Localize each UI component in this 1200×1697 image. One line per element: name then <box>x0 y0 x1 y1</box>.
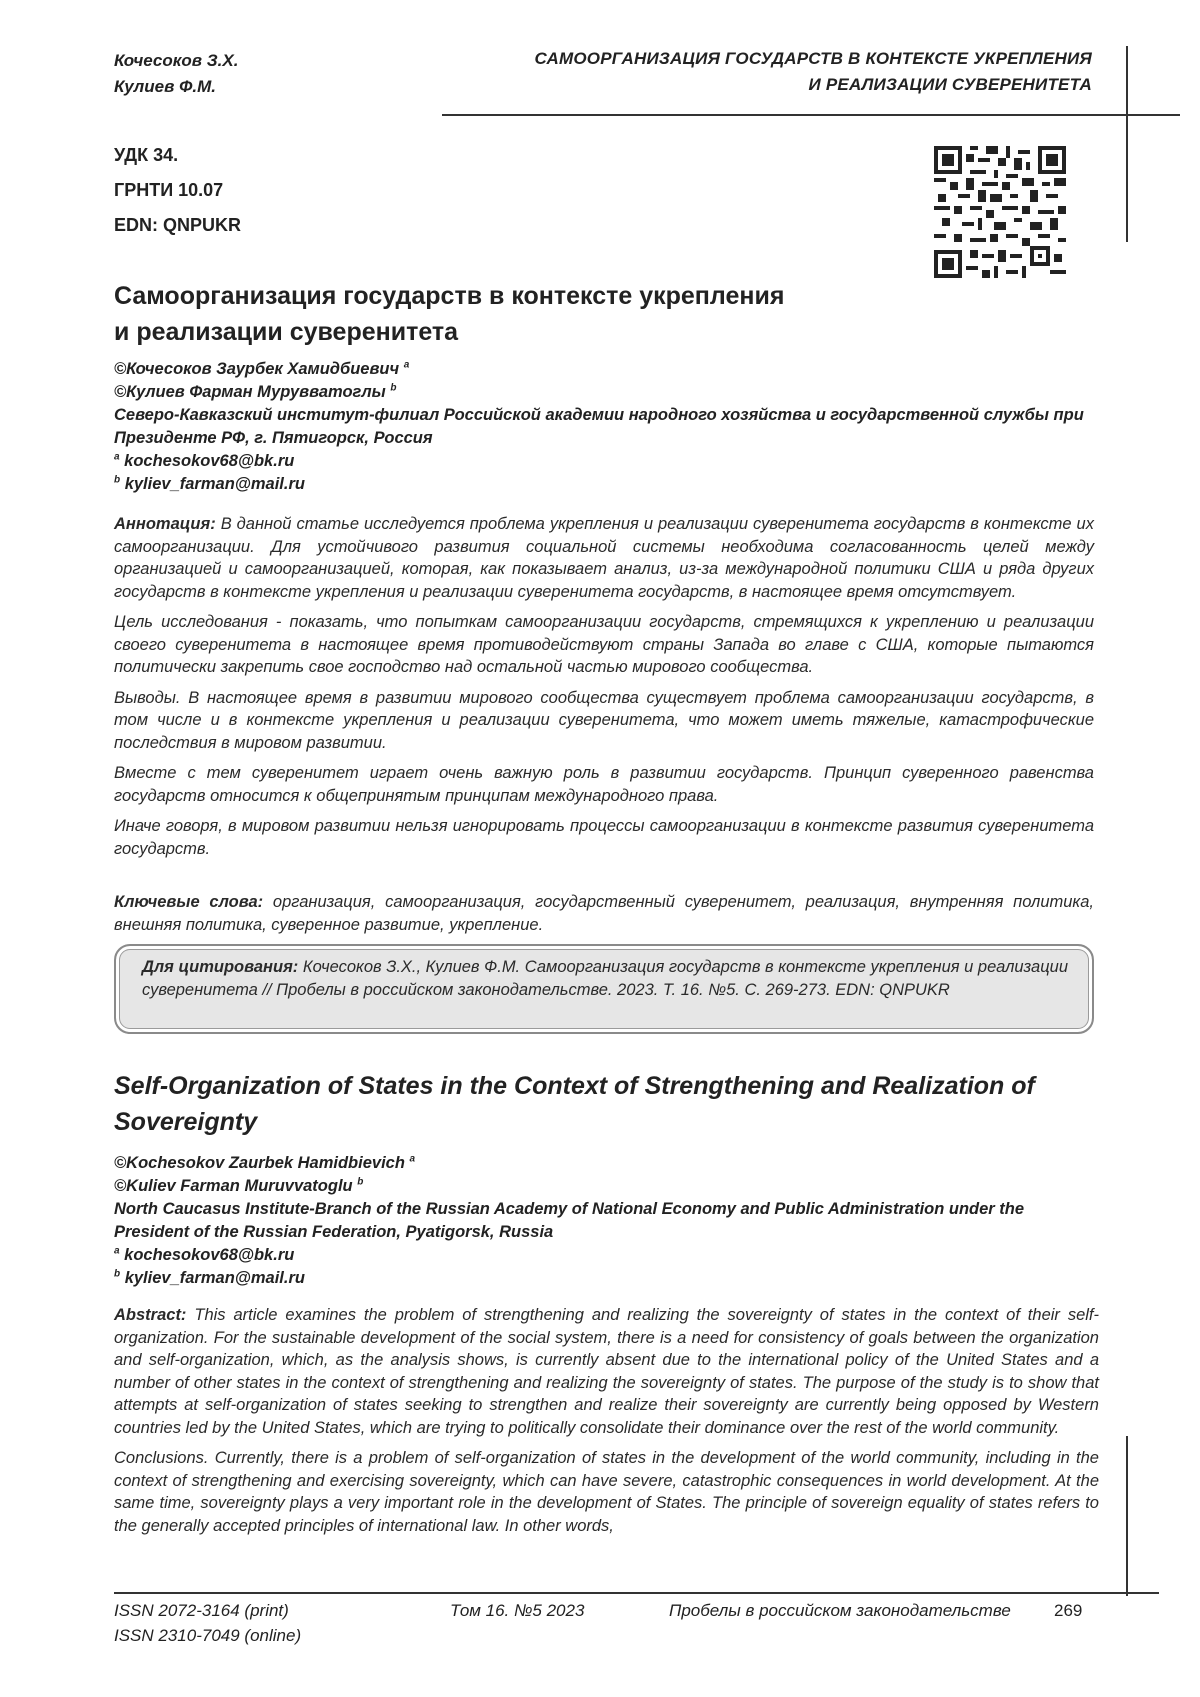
abstract-paragraph <box>114 1304 1099 1439</box>
qr-code-icon <box>934 146 1066 278</box>
email-superscript: a <box>114 1245 120 1257</box>
issn-online: ISSN 2310-7049 (online) <box>114 1626 302 1645</box>
abstract-label: Аннотация: <box>114 515 216 533</box>
edn-code: EDN: QNPUKR <box>114 215 242 235</box>
abstract-ru <box>114 513 1094 868</box>
email-line <box>114 473 1094 496</box>
page-number: 269 <box>1054 1601 1083 1620</box>
author-name: ©Kochesokov Zaurbek Hamidbievich <box>114 1154 405 1172</box>
title-line: Самоорганизация государств в контексте укрепления <box>114 282 785 310</box>
author-line <box>114 381 1094 404</box>
abstract-paragraph: Иначе говоря, в мировом развитии нельзя игнорировать процессы самоорганизации в контексте развития суверенитета государств. <box>114 817 1094 858</box>
article-title-en: Self-Organization of States in the Context of Strengthening and Realization of Sovereignty <box>114 1072 1035 1136</box>
author-superscript: b <box>357 1176 364 1188</box>
citation-reference: Кочесоков З.Х., Кулиев Ф.М. Самоорганизация государств в контексте укрепления и реализации суверенитета // Пробелы в российском законодательстве. 2023. Т. 16. №5. С. 269-273. EDN: QNPUKR <box>142 958 1068 999</box>
footer-vertical-rule <box>1126 1436 1128 1596</box>
header-author: Кулиев Ф.М. <box>114 77 216 96</box>
affiliation: Северо-Кавказский институт-филиал Российской академии народного хозяйства и государственной службы при Президенте РФ, г. Пятигорск, Россия <box>114 406 1084 447</box>
author-superscript: a <box>403 359 410 371</box>
email-link[interactable]: kyliev_farman@mail.ru <box>124 1269 305 1287</box>
abstract-text: This article examines the problem of strengthening and realizing the sovereignty of states in the context of their self-organization. For the sustainable development of the social system, there is a need for consistency of goals between the organization and self-organization, which, as the analysis shows, is currently absent due to the international policy of the United States and a number of other states in the context of strengthening and realizing the sovereignty of states. The purpose of the study is to show that attempts at self-organization of states seeking to strengthen and realize their sovereignty are currently being opposed by Western countries led by the United States, which are trying to politically consolidate their dominance over the rest of the world community. <box>114 1306 1099 1437</box>
footer-rule <box>114 1592 1159 1594</box>
email-link[interactable]: kochesokov68@bk.ru <box>124 452 295 470</box>
author-name: ©Kuliev Farman Muruvvatoglu <box>114 1177 353 1195</box>
email-line <box>114 1244 1099 1267</box>
abstract-label: Abstract: <box>114 1306 187 1324</box>
author-superscript: b <box>390 382 397 394</box>
email-line <box>114 1267 1099 1290</box>
authors-block-ru <box>114 358 1094 496</box>
grnti-code: ГРНТИ 10.07 <box>114 180 224 200</box>
article-meta <box>114 138 241 243</box>
running-header-title <box>534 46 1092 98</box>
abstract-en <box>114 1304 1099 1545</box>
citation-text <box>142 956 1072 1001</box>
email-superscript: a <box>114 451 120 463</box>
header-author: Кочесоков З.Х. <box>114 51 239 70</box>
abstract-text: В данной статье исследуется проблема укрепления и реализации суверенитета государств в контексте их самоорганизации. Для устойчивого развития социальной системы необходима согласованность целей между организацией и самоорганизацией, которая, как показывает анализ, из-за международной политики США и ряда других государств в контексте укрепления и реализации суверенитета государств, в настоящее время отсутствует. <box>114 515 1094 601</box>
journal-name: Пробелы в российском законодательстве <box>669 1601 1011 1620</box>
author-line <box>114 1175 1099 1198</box>
issn-print: ISSN 2072-3164 (print) <box>114 1601 289 1620</box>
header-vertical-rule <box>1126 46 1128 242</box>
authors-block-en <box>114 1152 1099 1290</box>
title-line: и реализации суверенитета <box>114 318 459 346</box>
header-title-line: САМООРГАНИЗАЦИЯ ГОСУДАРСТВ В КОНТЕКСТЕ УКРЕПЛЕНИЯ <box>534 49 1092 68</box>
issn-block <box>114 1598 301 1648</box>
volume-issue: Том 16. №5 2023 <box>450 1601 585 1620</box>
running-header-authors <box>114 48 238 100</box>
affiliation: North Caucasus Institute-Branch of the Russian Academy of National Economy and Public Administration under the President of the Russian Federation, Pyatigorsk, Russia <box>114 1200 1025 1241</box>
header-title-line: И РЕАЛИЗАЦИИ СУВЕРЕНИТЕТА <box>808 75 1092 94</box>
author-line <box>114 358 1094 381</box>
email-link[interactable]: kochesokov68@bk.ru <box>124 1246 295 1264</box>
abstract-paragraph: Цель исследования - показать, что попыткам самоорганизации государств, стремящихся к укреплению и реализации своего суверенитета в настоящее время противодействуют страны Запада во главе с США, которые пытаются политически закрепить свое господство над остальной частью мирового сообщества. <box>114 613 1094 676</box>
email-superscript: b <box>114 1268 121 1280</box>
email-line <box>114 450 1094 473</box>
keywords-label: Ключевые слова: <box>114 893 264 911</box>
email-link[interactable]: kyliev_farman@mail.ru <box>124 475 305 493</box>
header-rule <box>442 114 1180 116</box>
abstract-paragraph: Вместе с тем суверенитет играет очень важную роль в развитии государств. Принцип суверенного равенства государств относится к общепринятым принципам международного права. <box>114 764 1094 805</box>
article-title-ru <box>114 278 1014 350</box>
abstract-paragraph: Conclusions. Currently, there is a problem of self-organization of states in the development of the world community, including in the context of strengthening and exercising sovereignty, which can have severe, catastrophic consequences in world development. At the same time, sovereignty plays a very important role in the development of States. The principle of sovereign equality of states refers to the generally accepted principles of international law. In other words, <box>114 1449 1099 1535</box>
author-name: ©Кулиев Фарман Мурувватоглы <box>114 383 386 401</box>
abstract-paragraph <box>114 513 1094 603</box>
keywords-ru <box>114 891 1094 936</box>
keywords-text: организация, самоорганизация, государственный суверенитет, реализация, внутренняя политика, внешняя политика, суверенное развитие, укрепление. <box>114 893 1094 934</box>
udk-code: УДК 34. <box>114 145 179 165</box>
abstract-paragraph: Выводы. В настоящее время в развитии мирового сообщества существует проблема самоорганизации государств, в том числе и в контексте укрепления и реализации суверенитета, что может иметь тяжелые, катастрофические последствия в мировом развитии. <box>114 688 1094 752</box>
author-name: ©Кочесоков Заурбек Хамидбиевич <box>114 360 400 378</box>
email-superscript: b <box>114 474 121 486</box>
citation-label: Для цитирования: <box>142 958 299 976</box>
author-superscript: a <box>409 1153 416 1165</box>
author-line <box>114 1152 1099 1175</box>
